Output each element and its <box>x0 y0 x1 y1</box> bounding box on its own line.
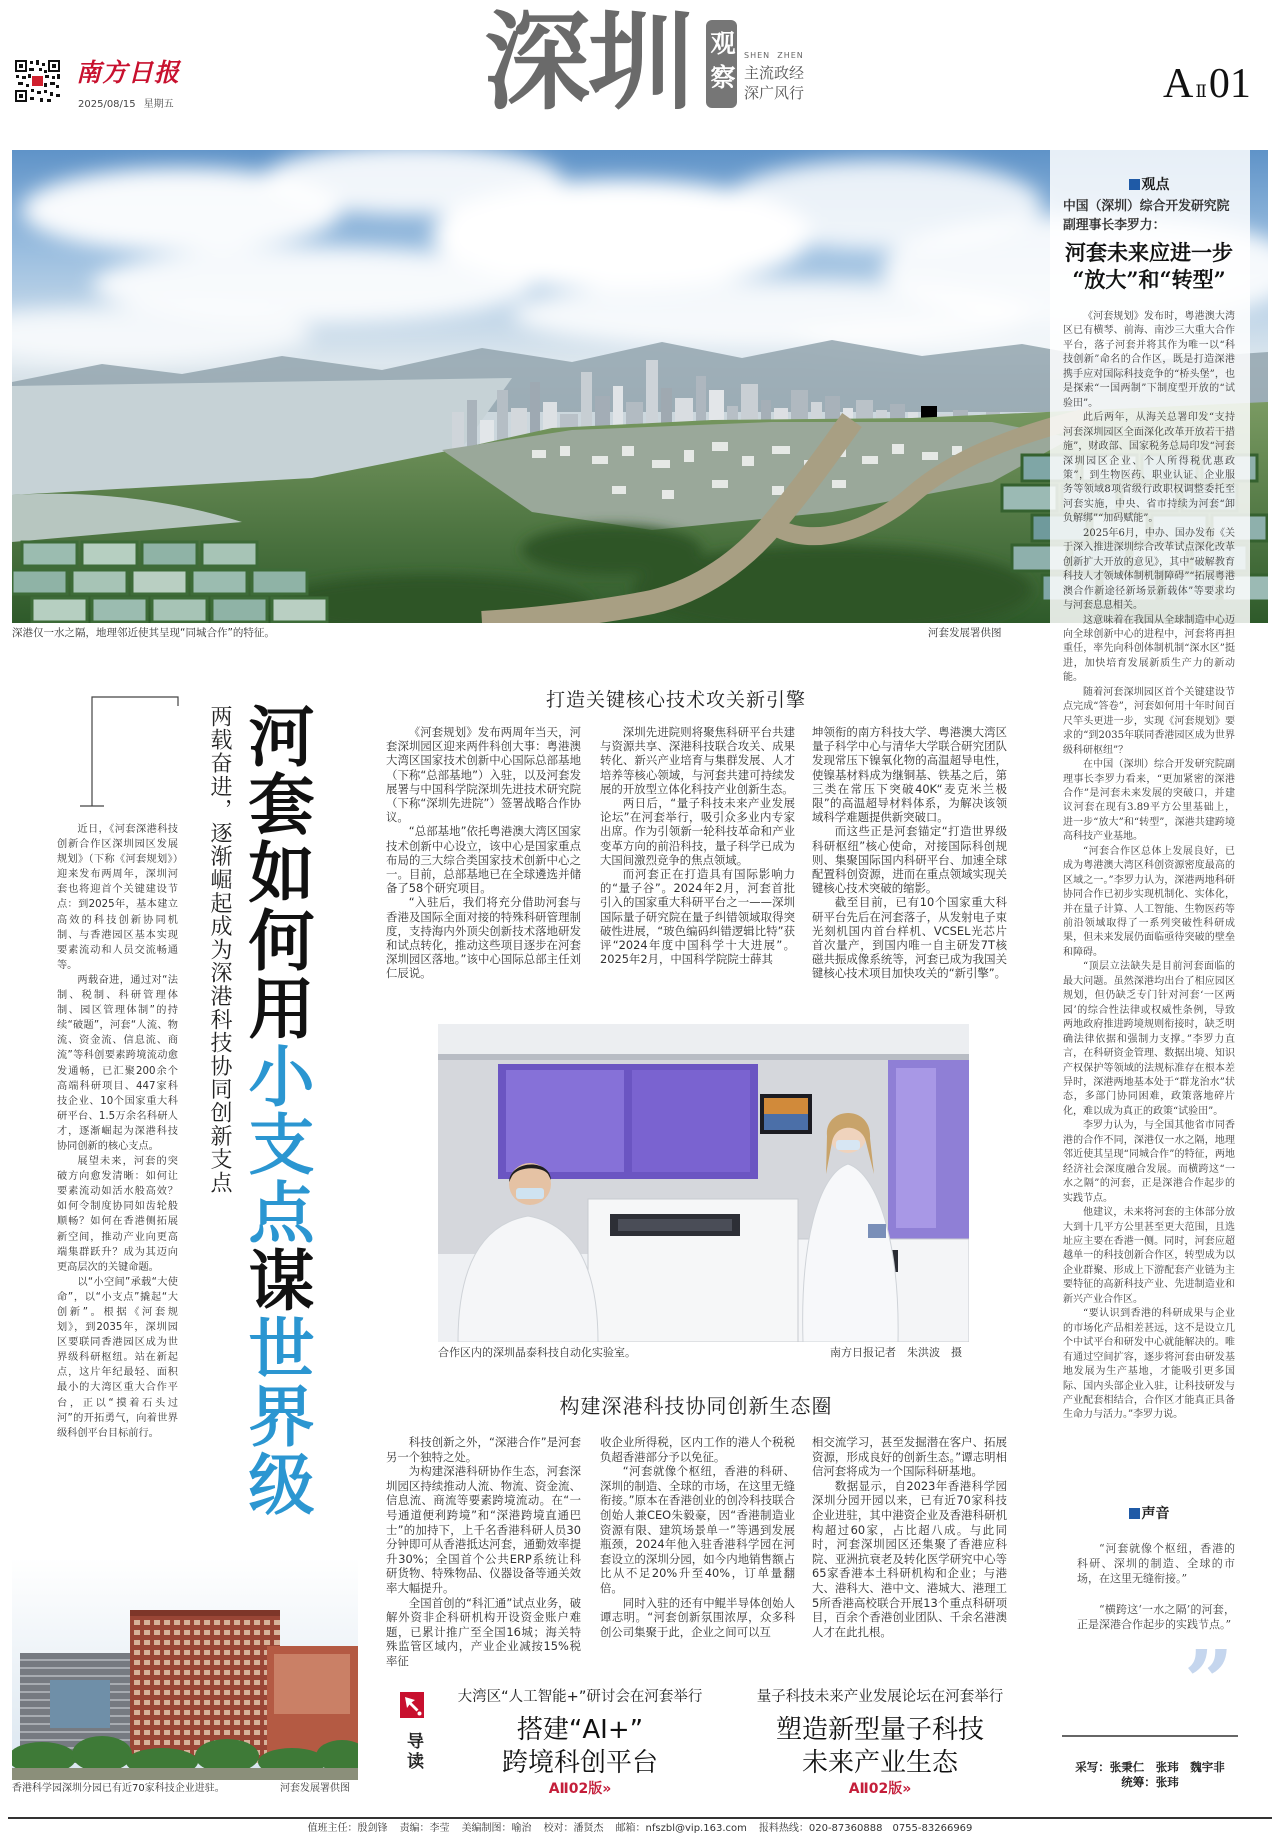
coordinator-credit: 统筹：张玮 <box>1121 1775 1179 1789</box>
opinion-source-org: 中国（深圳）综合开发研究院 <box>1063 199 1230 214</box>
hero-photo-credit: 河套发展署供图 <box>928 627 1002 639</box>
paragraph: 此后两年，从海关总署印发“支持河套深圳园区全面深化改革开放若干措施”，财政部、国家税务总局印发“河套深圳园区企业、个人所得税优惠政策”，到生物医药、职业认证、企业服务等领域8项省级行政职权调整委托至河套实施，中央、省市持续为河套“卸负解绑”“加码赋能”。 <box>1063 412 1235 525</box>
teaser-kicker: 大湾区“人工智能+”研讨会在河套举行 <box>457 1689 703 1705</box>
opinion-source-person: 副理事长李罗力： <box>1063 218 1166 233</box>
hero-photo-caption: 深港仅一水之隔，地理邻近使其呈现“同城合作”的特征。 <box>12 627 275 639</box>
footer-rule <box>8 1817 1272 1819</box>
science-park-photo <box>12 1558 358 1780</box>
byline-credits <box>1062 1760 1238 1790</box>
footer-email: 邮箱：nfszbl@vip.163.com <box>615 1823 747 1834</box>
article-2-column-1 <box>386 1435 581 1669</box>
paragraph: 深圳先进院则将聚焦科研平台共建与资源共享、深港科技联合攻关、成果转化、新兴产业培育与集群发展、人才培养等核心领域，与河套共建可持续发展的开放型立体化科技产业创新生态。 <box>600 725 795 796</box>
article-1-column-1 <box>386 725 581 981</box>
paragraph: “顶层立法缺失是目前河套面临的最大问题。虽然深港均出台了相应园区规划，但仍缺乏专门针对河套‘一区两园’的综合性法律或权威性条例，导致两地政府推进跨境规则衔接时，缺乏明确法律依据和强制力支撑。”李罗力直言，在科研资金管理、数据出境、知识产权保护等领域的法规标准存在根本差异时，深港两地基本处于“群龙治水”状态，多部门协同困难，政策落地碎片化，难以成为真正的政策“试验田”。 <box>1063 961 1235 1117</box>
paragraph: 以“小空间”承载“大使命”，以“小支点”撬起“大创新”。根据《河套规划》，到2035年，深圳园区要联同香港园区成为世界级科研枢纽。站在新起点，这片年纪最轻、面积最小的大湾区重大合作平台，正以“摸着石头过河”的开拓勇气，向着世界级科创平台目标前行。 <box>57 1276 178 1439</box>
editorial-footer <box>0 1822 1280 1836</box>
footer-duty-editor: 值班主任：殷剑锋 <box>307 1823 388 1834</box>
main-subheadline: 两载奋进，逐渐崛起成为深港科技协同创新支点 <box>207 705 232 1195</box>
opinion-tag-label: 观点 <box>1141 177 1170 193</box>
article-2-column-3 <box>812 1435 1007 1639</box>
paragraph: 李罗力认为，与全国其他省市同香港的合作不同，深港仅一水之隔，地理邻近使其呈现“同城合作”的特征，两地经济社会深度融合发展。而横跨这“一水之隔”的河套，正是深港合作起步的实践节点。 <box>1063 1120 1235 1204</box>
opinion-tag <box>1063 176 1235 194</box>
paragraph: 《河套规划》发布两周年当天，河套深圳园区迎来两件科创大事：粤港澳大湾区国家技术创新中心国际总部基地（下称“总部基地”）入驻，以及河套发展署与中国科学院深圳先进技术研究院（下称“深圳先进院”）签署战略合作协议。 <box>386 725 581 825</box>
qr-code <box>14 59 61 103</box>
opinion-headline-line-2: “放大”和“转型” <box>1072 267 1226 292</box>
paragraph: 为构建深港科研协作生态，河套深圳园区持续推动人流、物流、资金流、信息流、商流等要素跨境流动。在“一号通道便利跨境”和“深港跨境直通巴士”的加持下，上千名香港科研人员30分钟即可从香港抵达河套，通勤效率提升30%；全国首个公共ERP系统让科研货物、特殊物品、仪器设备等通关效率大幅提升。 <box>386 1464 581 1595</box>
article-1-column-3 <box>812 725 1007 981</box>
voices-box <box>1063 1505 1235 1632</box>
decorative-frame <box>78 694 182 810</box>
teaser-headline-line-1: 塑造新型量子科技 <box>775 1715 984 1745</box>
footer-proofreader: 校对：潘贤杰 <box>543 1823 604 1834</box>
section-slogan <box>744 63 804 103</box>
slogan-line-1: 主流政经 <box>744 64 805 82</box>
divider <box>1062 1735 1238 1737</box>
article-1-title: 打造关键核心技术攻关新引擎 <box>545 689 806 711</box>
paragraph: 而这些正是河套锚定“打造世界级科研枢纽”核心使命，对接国际科创规则、集聚国际国内科研平台、加速全球配置科创资源，进而在重点领域实现关键核心技术突破的缩影。 <box>812 824 1007 896</box>
paragraph: 《河套规划》发布时，粤港澳大湾区已有横琴、前海、南沙三大重大合作平台，落子河套并将其作为唯一以“科技创新”命名的合作区，既是打造深港携手应对国际科技竞争的“桥头堡”，也是探索“一国两制”下制度型开放的“试验田”。 <box>1063 311 1235 409</box>
main-headline <box>237 702 315 1518</box>
teaser-quantum[interactable] <box>745 1686 1015 1780</box>
paragraph: 全国首创的“科汇通”试点业务，破解外资非企科研机构开设资金账户难题，已累计推广至全国16城；海关特殊监管区域内，产业企业减按15%税率征 <box>386 1595 581 1668</box>
paragraph: 同时入驻的还有中鲲半导体创始人谭志明。“河套创新氛围浓厚，众多科创公司集聚于此，企业之间可以互 <box>600 1595 795 1639</box>
voice-quote: “河套就像个枢纽，香港的科研、深圳的制造、全球的市场，在这里无缝衔接。” <box>1077 1542 1235 1585</box>
footer-designer: 美编制图：喻治 <box>461 1823 532 1834</box>
article-1-column-2 <box>600 725 795 966</box>
lab-photo-credit: 南方日报记者 朱洪波 摄 <box>830 1346 962 1359</box>
voices-tag <box>1063 1505 1235 1523</box>
paragraph: “要认识到香港的科研成果与企业的市场化产品相差甚远，这不是设立几个中试平台和研发中心就能解决的。唯有通过空间扩容，逐步将河套由研发基地发展为生产基地，才能吸引更多国际、国内头部企业入驻，让科技研发与产业配套相结合，合作区才能真正具备生命力与活力。”李罗力说。 <box>1063 1308 1235 1421</box>
lead-body <box>57 822 178 1441</box>
footer-hotline: 报料热线：020-87360888 0755-83266969 <box>758 1823 973 1834</box>
page-edition: Ⅱ <box>1195 82 1207 101</box>
paragraph: “河套合作区总体上发展良好，已成为粤港澳大湾区科创资源密度最高的区域之一。”李罗力认为，深港两地科研协同合作已初步实现机制化、实体化，并在量子计算、人工智能、生物医药等前沿领域取得了一系列突破性科研成果，但未来发展仍面临亟待突破的壁垒和障碍。 <box>1063 845 1235 958</box>
guide-label: 导读 <box>403 1732 423 1772</box>
issue-date: 2025/08/15 <box>78 99 136 110</box>
teaser-headline-line-1: 搭建“AI+” <box>516 1715 644 1745</box>
paragraph: 2025年6月，中办、国办发布《关于深入推进深圳综合改革试点深化改革创新扩大开放的意见》，其中“破解教育科技人才领域体制机制障碍”“拓展粤港澳合作新途径新场景新载体”等要求均与河套息息相关。 <box>1063 527 1235 612</box>
paragraph: 截至目前，已有10个国家重大科研平台先后在河套落子，从发射电子束光刻机国内首台样机、VCSEL光芯片首次量产，到国内唯一自主研发7T核磁共振成像系统等，河套已成为我国关键核心技术项目加快攻关的“新引擎”。 <box>812 895 1007 981</box>
paragraph: “河套就像个枢纽，香港的科研、深圳的制造、全球的市场，在这里无缝衔接。”原本在香港创业的创冷科技联合创始人兼CEO朱毅豪，因“香港制造业资源有限、建筑场景单一”等遇到发展瓶颈，2024年他入驻香港科学园在河套设立的深圳分园，如今内地销售额占比从不足20%升至40%，订单量翻倍。 <box>600 1464 795 1595</box>
paragraph: 近日，《河套深港科技创新合作区深圳园区发展规划》（下称《河套规划》）迎来发布两周年，深圳河套也将迎首个关键建设节点：到2025年，基本建立高效的科技创新协同机制、与香港园区基本实现要素流动和人员交流畅通等。 <box>57 824 178 971</box>
newspaper-logo: 南方日报 <box>76 58 181 87</box>
main-headline-part: 谋 <box>237 1246 315 1314</box>
main-headline-accent: 世界级 <box>237 1314 315 1518</box>
closing-quote-icon: ” <box>1184 1632 1234 1733</box>
main-headline-part: 河套如何用 <box>237 702 315 1042</box>
issue-date-line <box>78 98 174 112</box>
teaser-headline-line-2: 未来产业生态 <box>801 1748 958 1778</box>
section-title: 深圳 <box>484 0 692 124</box>
paragraph: 他建议，未来将河套的主体部分放大到十几平方公里甚至更大范围，且选址应主要在香港一侧。同时，河套应超越单一的科技创新合作区，转型成为以企业群聚、形成上下游配套产业链为主要特征的高新科技产业、先进制造业和新兴产业合作区。 <box>1063 1207 1235 1305</box>
paragraph: 这意味着在我国从全球制造中心迈向全球创新中心的进程中，河套将再担重任，率先向科创体制机制“深水区”挺进，加快培育发展新质生产力的新动能。 <box>1063 614 1235 684</box>
opinion-body <box>1063 310 1235 1423</box>
writers-credit: 采写：张秉仁 张玮 魏宇非 <box>1075 1760 1225 1774</box>
lab-photo <box>438 1024 969 1342</box>
teaser-kicker: 量子科技未来产业发展论坛在河套举行 <box>756 1689 1004 1705</box>
article-2-column-2 <box>600 1435 795 1639</box>
main-headline-accent: 小支点 <box>237 1042 315 1246</box>
paragraph: 在中国（深圳）综合开发研究院副理事长李罗力看来，“更加紧密的深港合作”是河套未来发展的突破口，并建议河套在现有3.89平方公里基础上，进一步“放大”和“转型”，深港共建跨境高科技产业基地。 <box>1063 759 1235 843</box>
paragraph: 科技创新之外，“深港合作”是河套另一个独特之处。 <box>386 1435 581 1464</box>
slogan-line-2: 深广风行 <box>744 84 805 102</box>
page-digits: 01 <box>1208 61 1251 107</box>
voice-quote: “横跨这‘一水之隔’的河套，正是深港合作起步的实践节点。” <box>1077 1603 1235 1631</box>
arrow-pointer-icon <box>400 1692 424 1718</box>
science-park-photo-caption: 香港科学园深圳分园已有近70家科技企业进驻。 <box>12 1783 225 1794</box>
paragraph: 数据显示，自2023年香港科学园深圳分园开园以来，已有近70家科技企业进驻，其中港资企业及香港科研机构超过60家，占比超八成。与此同时，河套深圳园区还集聚了香港应科院、亚洲抗衰老及转化医学研究中心等65家香港本土科研机构和企业；与港大、港科大、港中文、港城大、港理工5所香港高校联合开展13个重点科研项目，百余个香港创业团队、千余名港澳人才在此扎根。 <box>812 1478 1007 1639</box>
voices-tag-label: 声音 <box>1141 1506 1170 1522</box>
lab-photo-caption: 合作区内的深圳晶泰科技自动化实验室。 <box>438 1346 636 1359</box>
paragraph: 两载奋进，通过对“法制、税制、科研管理体制、园区管理体制”的持续“破题”，河套“人流、物流、资金流、信息流、商流”等科创要素跨境流动愈发通畅，已汇聚200余个高端科研项目、447家科技企业、10个国家重大科研平台、1.5万余名科研人才，逐渐崛起为深港科技协同创新的核心支点。 <box>57 974 178 1152</box>
paragraph-continued: 收企业所得税，区内工作的港人个税税负超香港部分予以免征。 <box>600 1435 795 1464</box>
paragraph: 随着河套深圳园区首个关键建设节点完成“答卷”，河套如何用十年时间百尺竿头更进一步，实现《河套规划》要求的“到2035年联同香港园区成为世界级科研枢纽”？ <box>1063 686 1235 756</box>
paragraph: 展望未来，河套的突破方向愈发清晰：如何让要素流动如活水般高效？如何令制度协同如齿轮般顺畅？如何在香港侧拓展新空间，推动产业向更高端集群跃升？成为其迈向更高层次的关键命题。 <box>57 1156 178 1273</box>
section-badge: 观察 <box>706 20 737 108</box>
square-bullet-icon <box>1129 1508 1140 1519</box>
teaser-page-link[interactable]: AⅡ02版» <box>848 1781 912 1797</box>
opinion-column <box>1063 176 1235 1423</box>
page-prefix: A <box>1163 61 1194 107</box>
paragraph: “总部基地”依托粤港澳大湾区国家技术创新中心设立，该中心是国家重点布局的三大综合类国家技术创新中心之一。目前，总部基地已在全球遴选并储备了58个研究项目。 <box>386 824 581 896</box>
paragraph: “入驻后，我们将充分借助河套与香港及国际全面对接的特殊科研管理制度，支持海内外顶尖创新技术落地研发和试点转化，推动这些项目逐步在河套深圳园区落地。”该中心国际总部主任刘仁辰说。 <box>386 895 581 981</box>
paragraph: 两日后，“量子科技未来产业发展论坛”在河套举行，吸引众多业内专家出席。作为引领新一轮科技革命和产业变革方向的前沿科技，量子科学已成为大国间激烈竞争的焦点领域。 <box>600 796 795 867</box>
article-2-title: 构建深港科技协同创新生态圈 <box>559 1394 833 1418</box>
teaser-page-link[interactable]: AⅡ02版» <box>548 1781 612 1797</box>
science-park-photo-credit: 河套发展署供图 <box>280 1783 350 1794</box>
teaser-ai-plus[interactable] <box>445 1686 715 1780</box>
page-number <box>1163 60 1251 116</box>
opinion-headline-line-1: 河套未来应进一步 <box>1065 240 1233 265</box>
square-bullet-icon <box>1129 179 1140 190</box>
paragraph: 而河套正在打造具有国际影响力的“量子谷”。2024年2月，河套首批引入的国家重大科研平台之一——深圳国际量子研究院在量子纠错领域取得突破性进展，“玻色编码纠错逻辑比特”获评“2024年度中国科学十大进展”。2025年2月，中国科学院院士薛其 <box>600 867 795 967</box>
section-pinyin: SHEN ZHEN <box>744 51 804 60</box>
teaser-headline-line-2: 跨境科创平台 <box>501 1748 658 1778</box>
paragraph-continued: 相交流学习，甚至发掘潜在客户、拓展资源，形成良好的创新生态。”谭志明相信河套将成为一个国际科研基地。 <box>812 1435 1007 1479</box>
issue-weekday: 星期五 <box>143 99 174 110</box>
paragraph-continued: 坤领衔的南方科技大学、粤港澳大湾区量子科学中心与清华大学联合研究团队发现常压下镍氧化物的高温超导电性，使镍基材料成为继铜基、铁基之后，第三类在常压下突破40K“麦克米兰极限”的高温超导材料体系，为解决该领域科学难题提供新突破口。 <box>812 725 1007 825</box>
footer-editor: 责编：李莹 <box>399 1823 450 1834</box>
